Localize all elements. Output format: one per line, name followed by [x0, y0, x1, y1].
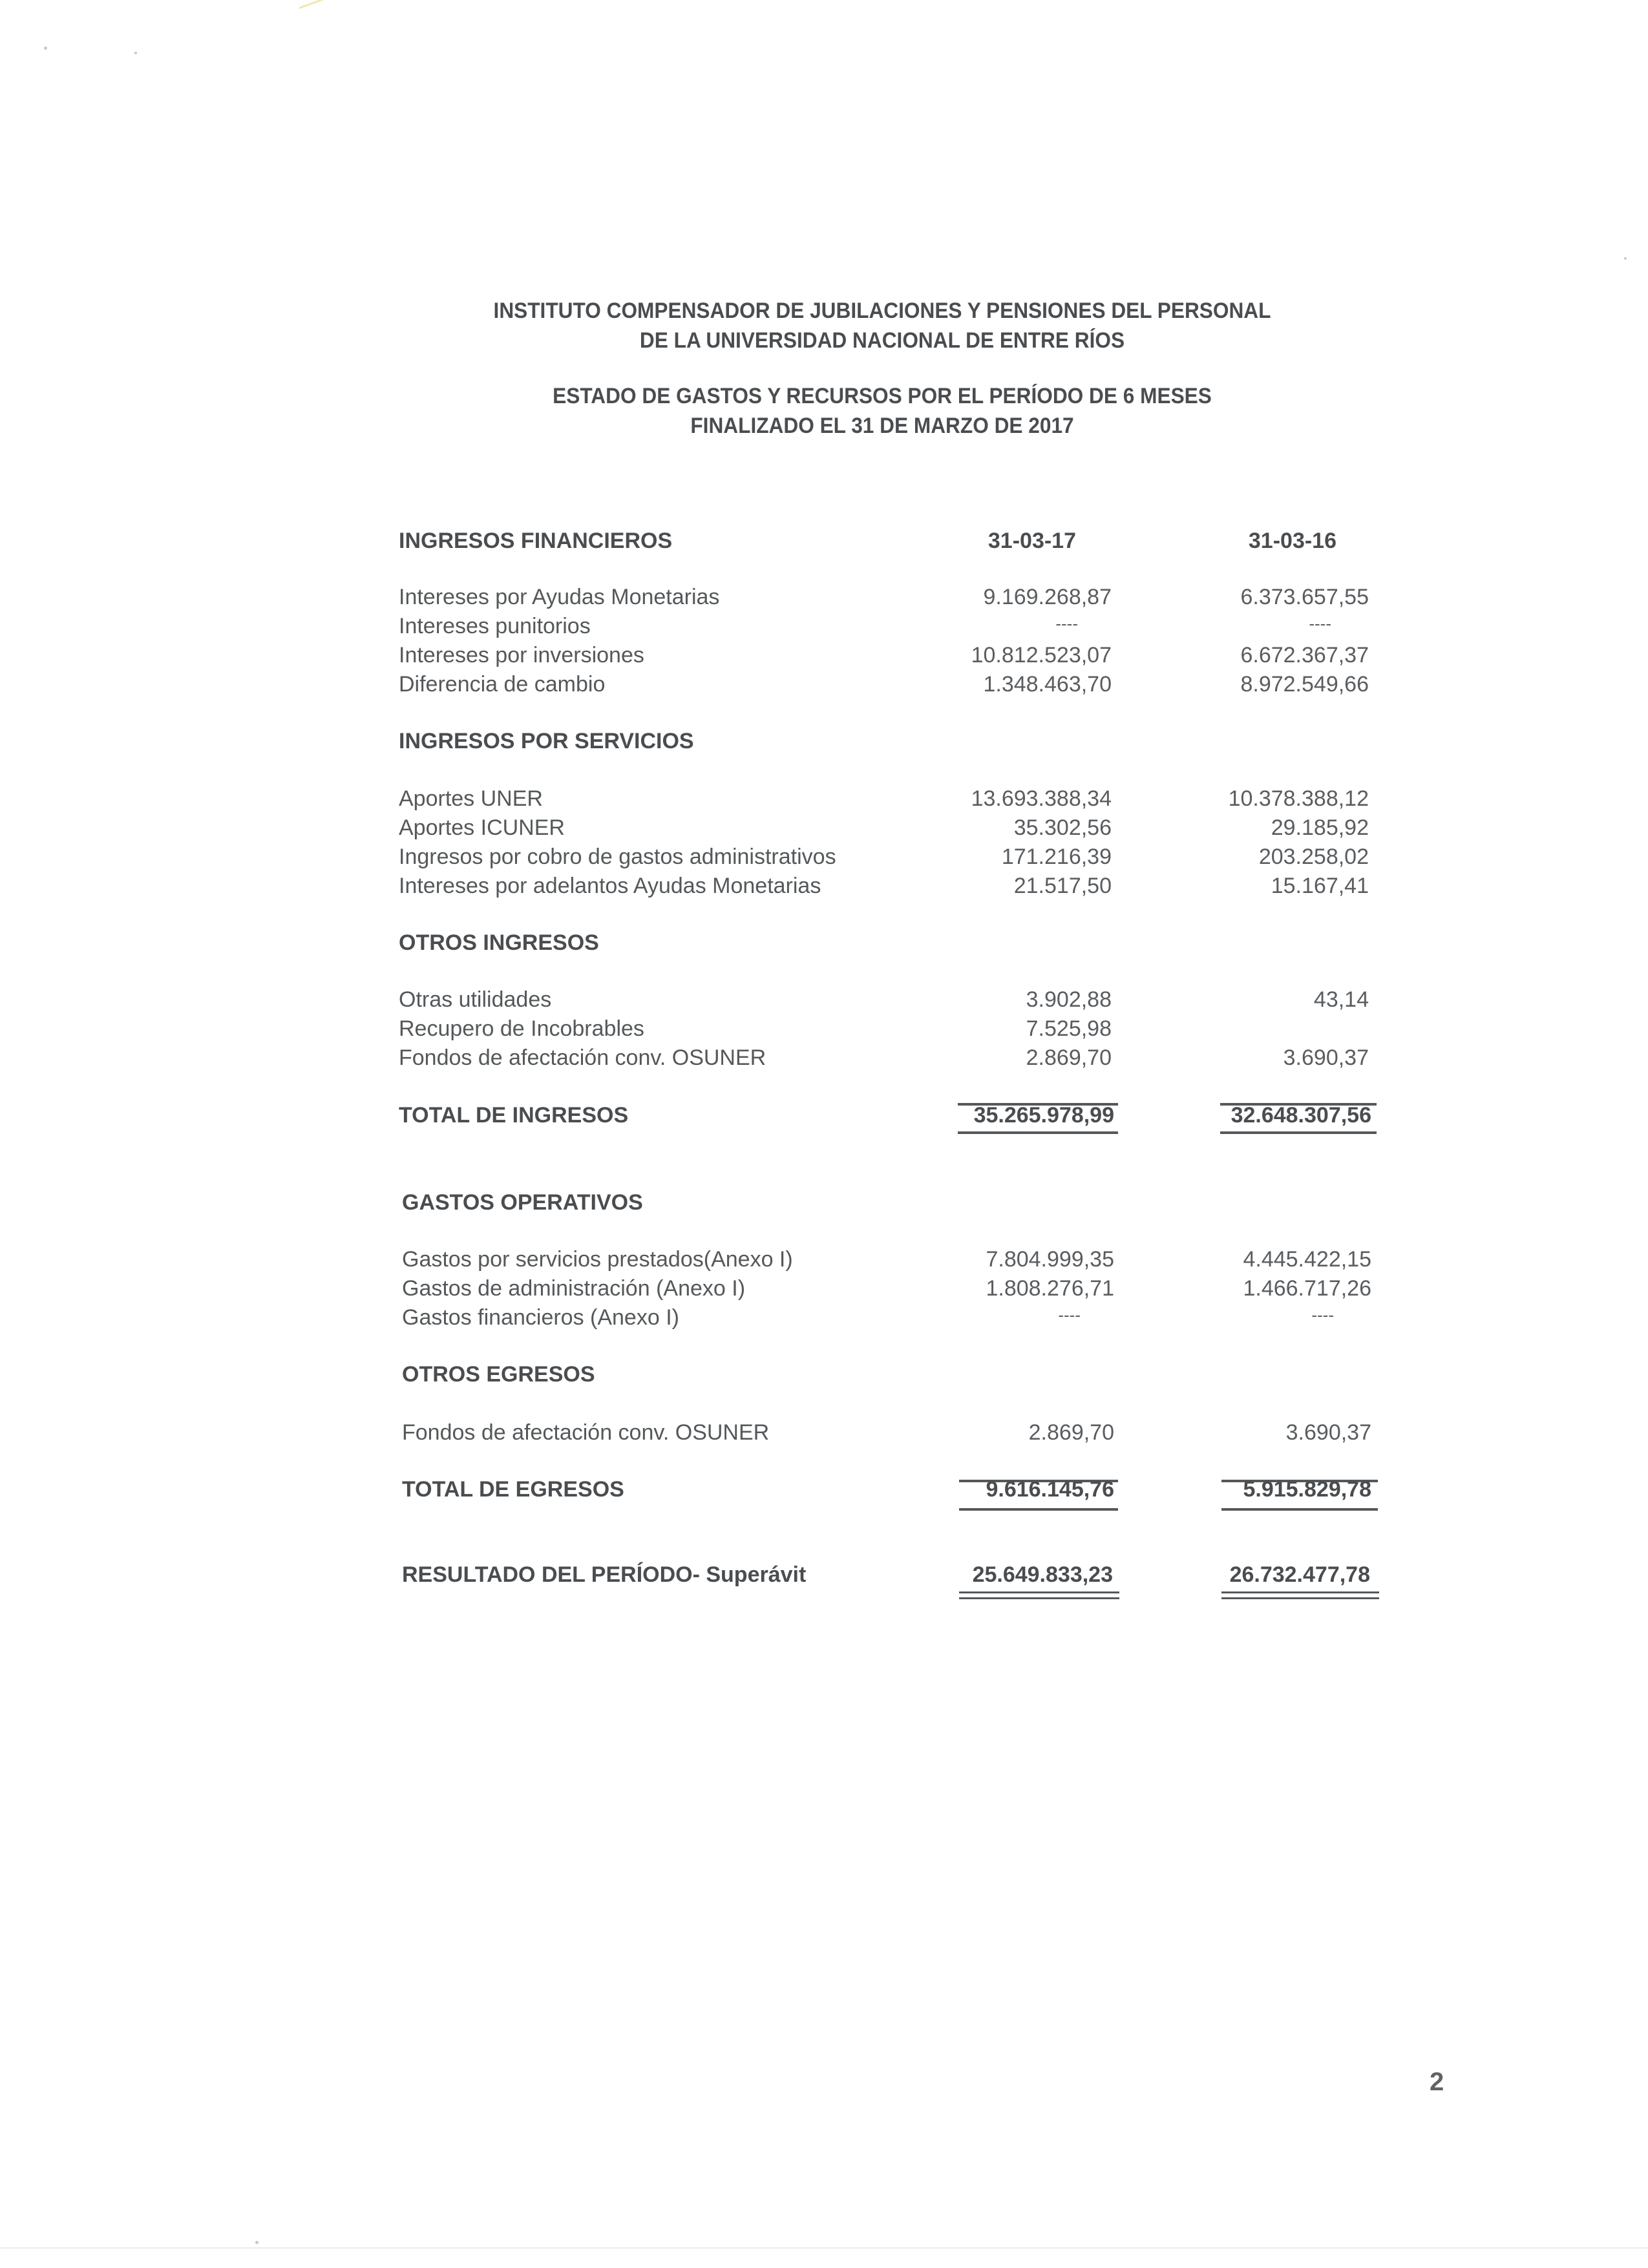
total-label: TOTAL DE EGRESOS [402, 1477, 624, 1502]
total-previous: 5.915.829,78 [1243, 1477, 1371, 1502]
scan-speck [1624, 257, 1627, 260]
table-row [0, 1305, 1648, 1334]
table-row [0, 672, 1648, 700]
value-previous: 15.167,41 [1271, 874, 1369, 898]
row-label: Fondos de afectación conv. OSUNER [399, 1045, 766, 1070]
table-row [0, 614, 1648, 642]
resultado-label: RESULTADO DEL PERÍODO- Superávit [402, 1562, 807, 1587]
table-row [0, 1276, 1648, 1305]
table-row [0, 786, 1648, 815]
row-label: Ingresos por cobro de gastos administrativos [399, 845, 836, 869]
row-label: Diferencia de cambio [399, 672, 606, 697]
value-previous: ---- [1309, 614, 1331, 633]
value-previous: 8.972.549,66 [1240, 672, 1369, 697]
section-title: OTROS EGRESOS [402, 1362, 595, 1387]
value-current: 2.869,70 [1026, 1045, 1112, 1070]
resultado-previous: 26.732.477,78 [1229, 1562, 1370, 1587]
table-row [0, 643, 1648, 671]
value-current: 13.693.388,34 [971, 786, 1112, 811]
section-header-gastos-operativos [0, 1190, 1648, 1219]
table-row [0, 987, 1648, 1016]
resultado-double-rule-1-current [959, 1591, 1119, 1593]
row-label: Gastos financieros (Anexo I) [402, 1305, 679, 1330]
total-egresos-bottom-rule-current [959, 1508, 1118, 1511]
row-label: Otras utilidades [399, 987, 552, 1012]
total-ingresos-bottom-rule-current [958, 1131, 1118, 1134]
section-title: INGRESOS POR SERVICIOS [399, 729, 694, 753]
column-header-current: 31-03-17 [988, 529, 1076, 553]
value-previous: 203.258,02 [1258, 845, 1369, 869]
resultado-double-rule-1-previous [1221, 1591, 1379, 1593]
value-current: 35.302,56 [1013, 815, 1112, 840]
table-row [0, 585, 1648, 613]
table-row [0, 1045, 1648, 1074]
row-label: Intereses por adelantos Ayudas Monetarias [399, 874, 821, 898]
table-row [0, 1016, 1648, 1045]
row-label: Recupero de Incobrables [399, 1016, 644, 1041]
value-current: ---- [1055, 614, 1078, 633]
total-current: 35.265.978,99 [973, 1103, 1114, 1128]
scan-speck [44, 47, 47, 50]
value-previous: 29.185,92 [1271, 815, 1369, 840]
total-ingresos-bottom-rule-previous [1220, 1131, 1377, 1134]
table-row [0, 815, 1648, 844]
total-previous: 32.648.307,56 [1231, 1103, 1371, 1128]
total-ingresos-row [0, 1103, 1648, 1131]
value-current: 21.517,50 [1013, 874, 1112, 898]
statement-title-line-1: ESTADO DE GASTOS Y RECURSOS POR EL PERÍODO DE 6 MESES [553, 384, 1212, 408]
resultado-double-rule-2-previous [1221, 1597, 1379, 1599]
section-header-otros-ingresos [0, 930, 1648, 959]
section-title: INGRESOS FINANCIEROS [399, 529, 673, 553]
statement-title-line-2: FINALIZADO EL 31 DE MARZO DE 2017 [690, 414, 1074, 438]
value-current: 1.348.463,70 [983, 672, 1112, 697]
resultado-double-rule-2-current [959, 1597, 1119, 1599]
value-previous: 1.466.717,26 [1243, 1276, 1371, 1301]
value-current: 7.525,98 [1026, 1016, 1112, 1041]
value-current: 3.902,88 [1026, 987, 1112, 1012]
resultado-row [0, 1562, 1648, 1591]
row-label: Intereses punitorios [399, 614, 591, 638]
scan-speck [255, 2241, 259, 2244]
row-label: Aportes ICUNER [399, 815, 565, 840]
value-previous: 43,14 [1313, 987, 1369, 1012]
scan-edge-line [0, 2247, 1648, 2249]
row-label: Fondos de afectación conv. OSUNER [402, 1420, 770, 1445]
section-header-ingresos-financieros [0, 529, 1648, 557]
scan-mark [299, 0, 324, 9]
row-label: Gastos de administración (Anexo I) [402, 1276, 746, 1301]
row-label: Intereses por Ayudas Monetarias [399, 585, 720, 609]
section-title: OTROS INGRESOS [399, 930, 599, 955]
value-current: 9.169.268,87 [983, 585, 1112, 609]
value-previous: 6.373.657,55 [1240, 585, 1369, 609]
section-header-ingresos-servicios [0, 729, 1648, 757]
value-current: 2.869,70 [1028, 1420, 1114, 1445]
value-current: 7.804.999,35 [986, 1247, 1114, 1272]
table-row [0, 1420, 1648, 1449]
scan-speck [134, 52, 137, 54]
row-label: Gastos por servicios prestados(Anexo I) [402, 1247, 793, 1272]
total-egresos-row [0, 1477, 1648, 1506]
total-current: 9.616.145,76 [986, 1477, 1114, 1502]
value-current: 171.216,39 [1001, 845, 1112, 869]
value-previous: 3.690,37 [1283, 1045, 1369, 1070]
section-header-otros-egresos [0, 1362, 1648, 1391]
table-row [0, 874, 1648, 902]
value-previous: ---- [1311, 1305, 1334, 1325]
value-previous: 10.378.388,12 [1228, 786, 1369, 811]
institution-title-line-1: INSTITUTO COMPENSADOR DE JUBILACIONES Y PENSIONES DEL PERSONAL [493, 299, 1271, 323]
row-label: Intereses por inversiones [399, 643, 644, 667]
row-label: Aportes UNER [399, 786, 543, 811]
table-row [0, 1247, 1648, 1276]
total-label: TOTAL DE INGRESOS [399, 1103, 629, 1128]
value-previous: 4.445.422,15 [1243, 1247, 1371, 1272]
institution-title-line-2: DE LA UNIVERSIDAD NACIONAL DE ENTRE RÍOS [639, 328, 1125, 353]
resultado-current: 25.649.833,23 [972, 1562, 1113, 1587]
page-number: 2 [1430, 2068, 1444, 2096]
table-row [0, 845, 1648, 873]
value-current: 1.808.276,71 [986, 1276, 1114, 1301]
section-title: GASTOS OPERATIVOS [402, 1190, 643, 1215]
column-header-previous: 31-03-16 [1248, 529, 1336, 553]
value-previous: 3.690,37 [1285, 1420, 1371, 1445]
value-previous: 6.672.367,37 [1240, 643, 1369, 667]
value-current: 10.812.523,07 [971, 643, 1112, 667]
total-egresos-bottom-rule-previous [1221, 1508, 1378, 1511]
value-current: ---- [1058, 1305, 1081, 1325]
